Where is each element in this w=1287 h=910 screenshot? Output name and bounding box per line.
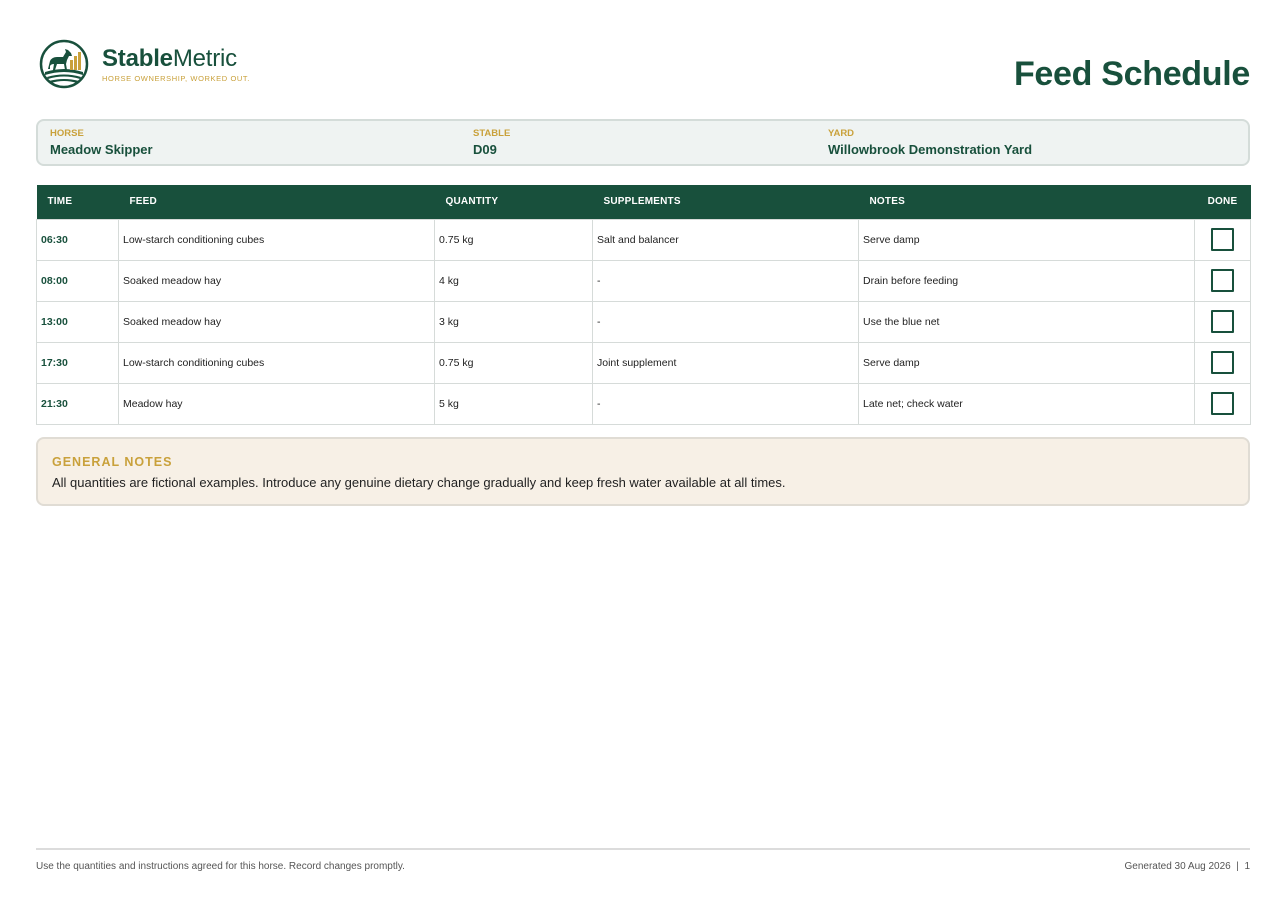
horse-value: Meadow Skipper: [50, 142, 153, 157]
header-feed: FEED: [119, 185, 435, 219]
horse-label: HORSE: [50, 128, 84, 139]
generated-date: Generated 30 Aug 2026: [1124, 861, 1231, 872]
cell-done: [1195, 260, 1251, 301]
yard-label: YARD: [828, 128, 855, 139]
cell-notes: Drain before feeding: [859, 260, 1195, 301]
general-notes-panel: [36, 437, 1250, 506]
footer-divider: [36, 848, 1250, 850]
cell-time: 08:00: [37, 260, 119, 301]
brand-name: StableMetric: [102, 45, 237, 72]
cell-feed: Soaked meadow hay: [119, 260, 435, 301]
done-checkbox[interactable]: [1211, 392, 1234, 415]
cell-time: 21:30: [37, 383, 119, 424]
cell-quantity: 5 kg: [435, 383, 593, 424]
table-row: [37, 383, 1251, 424]
cell-notes: Serve damp: [859, 219, 1195, 260]
cell-time: 06:30: [37, 219, 119, 260]
general-notes-title: GENERAL NOTES: [52, 455, 173, 469]
cell-supplements: -: [593, 301, 859, 342]
yard-value: Willowbrook Demonstration Yard: [828, 142, 1033, 157]
stable-info: [473, 128, 510, 159]
cell-supplements: -: [593, 383, 859, 424]
cell-time: 13:00: [37, 301, 119, 342]
header-done: DONE: [1195, 185, 1251, 219]
yard-info: [828, 128, 1032, 159]
cell-supplements: Salt and balancer: [593, 219, 859, 260]
cell-supplements: -: [593, 260, 859, 301]
cell-done: [1195, 342, 1251, 383]
page-title: Feed Schedule: [1013, 55, 1250, 93]
table-row: [37, 301, 1251, 342]
header-notes: NOTES: [859, 185, 1195, 219]
done-checkbox[interactable]: [1211, 269, 1234, 292]
cell-quantity: 0.75 kg: [435, 342, 593, 383]
cell-notes: Late net; check water: [859, 383, 1195, 424]
cell-done: [1195, 219, 1251, 260]
horse-info: [50, 128, 153, 159]
horse-logo-icon: [39, 39, 89, 89]
done-checkbox[interactable]: [1211, 228, 1234, 251]
cell-notes: Serve damp: [859, 342, 1195, 383]
cell-feed: Meadow hay: [119, 383, 435, 424]
header-quantity: QUANTITY: [435, 185, 593, 219]
cell-supplements: Joint supplement: [593, 342, 859, 383]
brand-tagline: HORSE OWNERSHIP, WORKED OUT.: [102, 74, 250, 83]
cell-quantity: 4 kg: [435, 260, 593, 301]
header-time: TIME: [37, 185, 119, 219]
table-header-row: [37, 185, 1251, 219]
cell-feed: Low-starch conditioning cubes: [119, 342, 435, 383]
cell-done: [1195, 383, 1251, 424]
footer-disclaimer: Use the quantities and instructions agreed for this horse. Record changes promptly.: [36, 861, 405, 872]
table-row: [37, 219, 1251, 260]
brand: [39, 39, 250, 89]
cell-feed: Soaked meadow hay: [119, 301, 435, 342]
stable-value: D09: [473, 142, 497, 157]
cell-feed: Low-starch conditioning cubes: [119, 219, 435, 260]
done-checkbox[interactable]: [1211, 351, 1234, 374]
cell-time: 17:30: [37, 342, 119, 383]
horse-info-panel: [36, 119, 1250, 166]
general-notes-text: All quantities are fictional examples. Introduce any genuine dietary change gradually and keep fresh water available at all times.: [52, 475, 786, 490]
feed-schedule-table: [36, 185, 1251, 425]
done-checkbox[interactable]: [1211, 310, 1234, 333]
footer-meta: Generated 30 Aug 2026 | 1: [1124, 861, 1250, 872]
cell-quantity: 0.75 kg: [435, 219, 593, 260]
table-row: [37, 342, 1251, 383]
cell-quantity: 3 kg: [435, 301, 593, 342]
page-number: 1: [1244, 861, 1250, 872]
table-row: [37, 260, 1251, 301]
cell-done: [1195, 301, 1251, 342]
header-supplements: SUPPLEMENTS: [593, 185, 859, 219]
cell-notes: Use the blue net: [859, 301, 1195, 342]
stable-label: STABLE: [473, 128, 511, 139]
